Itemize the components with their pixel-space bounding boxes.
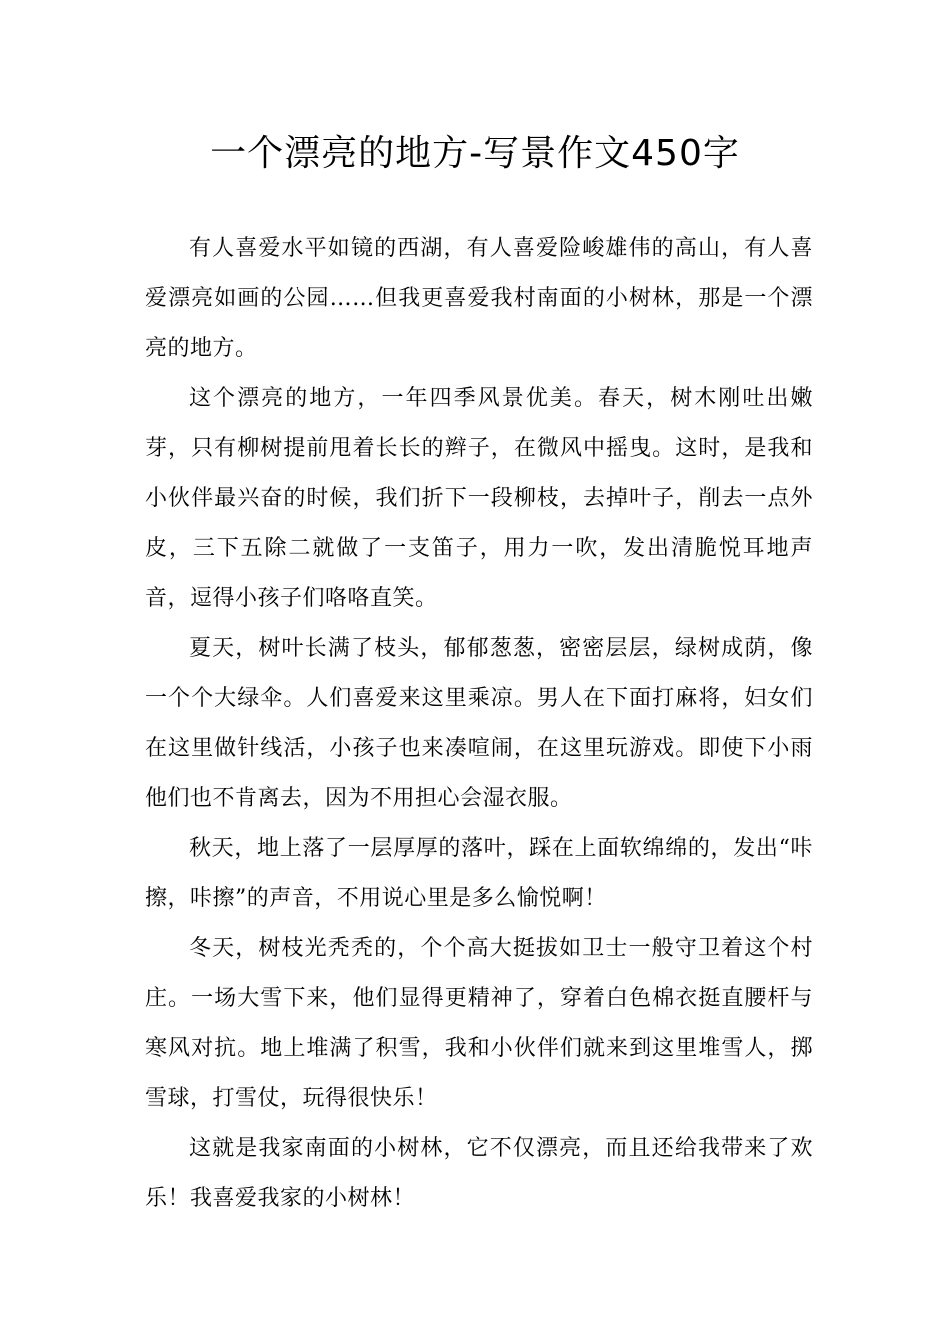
paragraph-winter: 冬天，树枝光秃秃的，个个高大挺拔如卫士一般守卫着这个村庄。一场大雪下来，他们显得更精神了，穿着白色棉衣挺直腰杆与寒风对抗。地上堆满了积雪，我和小伙伴们就来到这里堆雪人，掷雪球，打雪仗，玩得很快乐！ — [145, 936, 813, 1111]
document-body — [145, 224, 813, 1224]
paragraph-intro: 有人喜爱水平如镜的西湖，有人喜爱险峻雄伟的高山，有人喜爱漂亮如画的公园……但我更喜爱我村南面的小树林，那是一个漂亮的地方。 — [145, 236, 813, 361]
paragraph-conclusion: 这就是我家南面的小树林，它不仅漂亮，而且还给我带来了欢乐！我喜爱我家的小树林！ — [145, 1136, 813, 1211]
paragraph-summer: 夏天，树叶长满了枝头，郁郁葱葱，密密层层，绿树成荫，像一个个大绿伞。人们喜爱来这里乘凉。男人在下面打麻将，妇女们在这里做针线活，小孩子也来凑喧闹，在这里玩游戏。即使下小雨他们也不肯离去，因为不用担心会湿衣服。 — [145, 636, 813, 811]
document-title: 一个漂亮的地方-写景作文450字 — [210, 133, 740, 174]
paragraph-autumn: 秋天，地上落了一层厚厚的落叶，踩在上面软绵绵的，发出“咔擦，咔擦”的声音，不用说心里是多么愉悦啊！ — [145, 836, 813, 911]
paragraph-spring: 这个漂亮的地方，一年四季风景优美。春天，树木刚吐出嫩芽，只有柳树提前甩着长长的辫子，在微风中摇曳。这时，是我和小伙伴最兴奋的时候，我们折下一段柳枝，去掉叶子，削去一点外皮，三下五除二就做了一支笛子，用力一吹，发出清脆悦耳地声音，逗得小孩子们咯咯直笑。 — [145, 386, 813, 611]
